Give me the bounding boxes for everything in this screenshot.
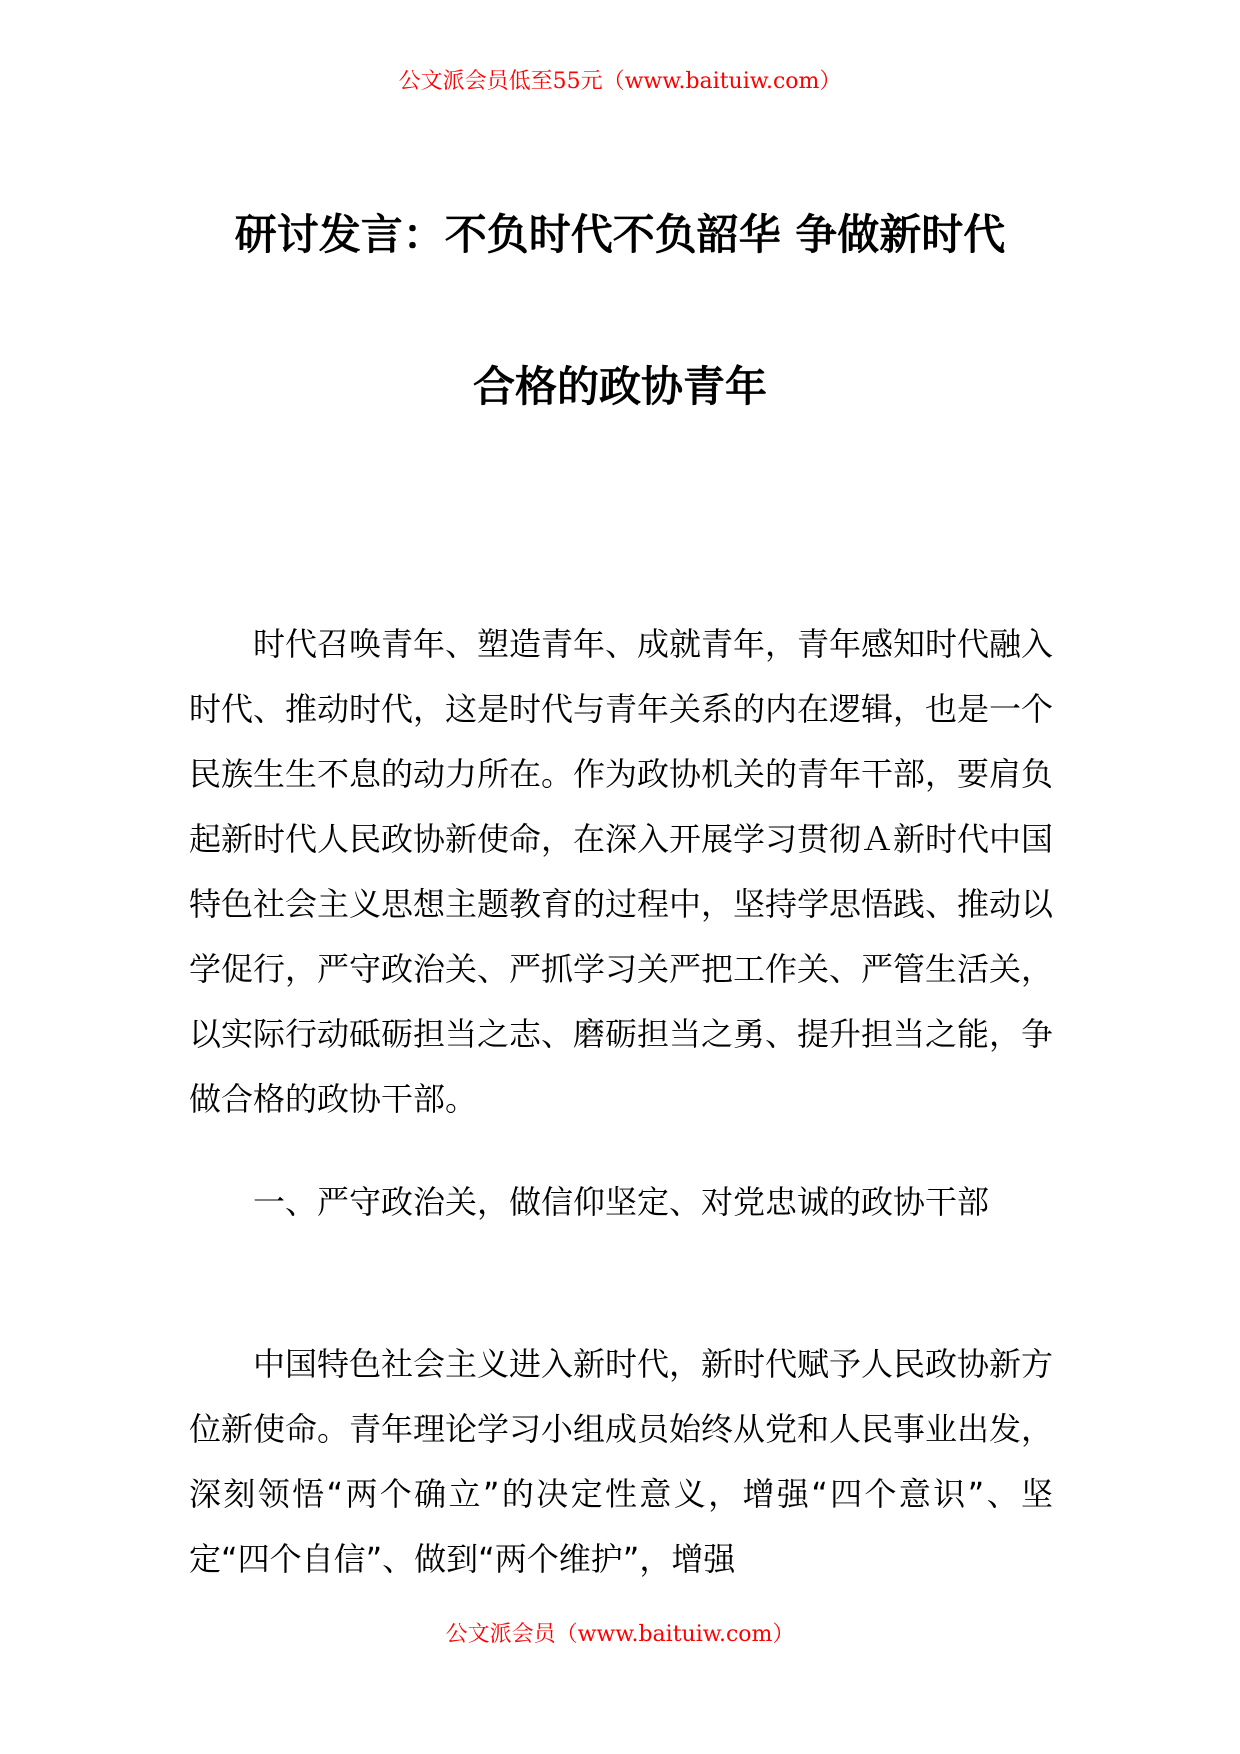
header-promo-banner: 公文派会员低至55元（www.baituiw.com） (398, 69, 842, 94)
section-heading-1: 一、严守政治关，做信仰坚定、对党忠诚的政协干部 (253, 1183, 990, 1221)
body-paragraph-1: 时代召唤青年、塑造青年、成就青年，青年感知时代融入时代、推动时代，这是时代与青年关系的内在逻辑，也是一个民族生生不息的动力所在。作为政协机关的青年干部，要肩负起新时代人民政协新使命，在深入开展学习贯彻Ａ新时代中国特色社会主义思想主题教育的过程中，坚持学思悟践、推动以学促行，严守政治关、严抓学习关严把工作关、严管生活关，以实际行动砥砺担当之志、磨砺担当之勇、提升担当之能，争做合格的政协干部。 (189, 625, 1054, 1118)
document-title-line-1: 研讨发言：不负时代不负韶华 争做新时代 (234, 210, 1006, 259)
footer-promo-banner: 公文派会员（www.baituiw.com） (445, 1622, 795, 1647)
document-title-line-2: 合格的政协青年 (472, 362, 767, 411)
body-paragraph-2: 中国特色社会主义进入新时代，新时代赋予人民政协新方位新使命。青年理论学习小组成员始终从党和人民事业出发，深刻领悟“两个确立”的决定性意义，增强“四个意识”、坚定“四个自信”、做到“两个维护”，增强 (189, 1345, 1054, 1578)
